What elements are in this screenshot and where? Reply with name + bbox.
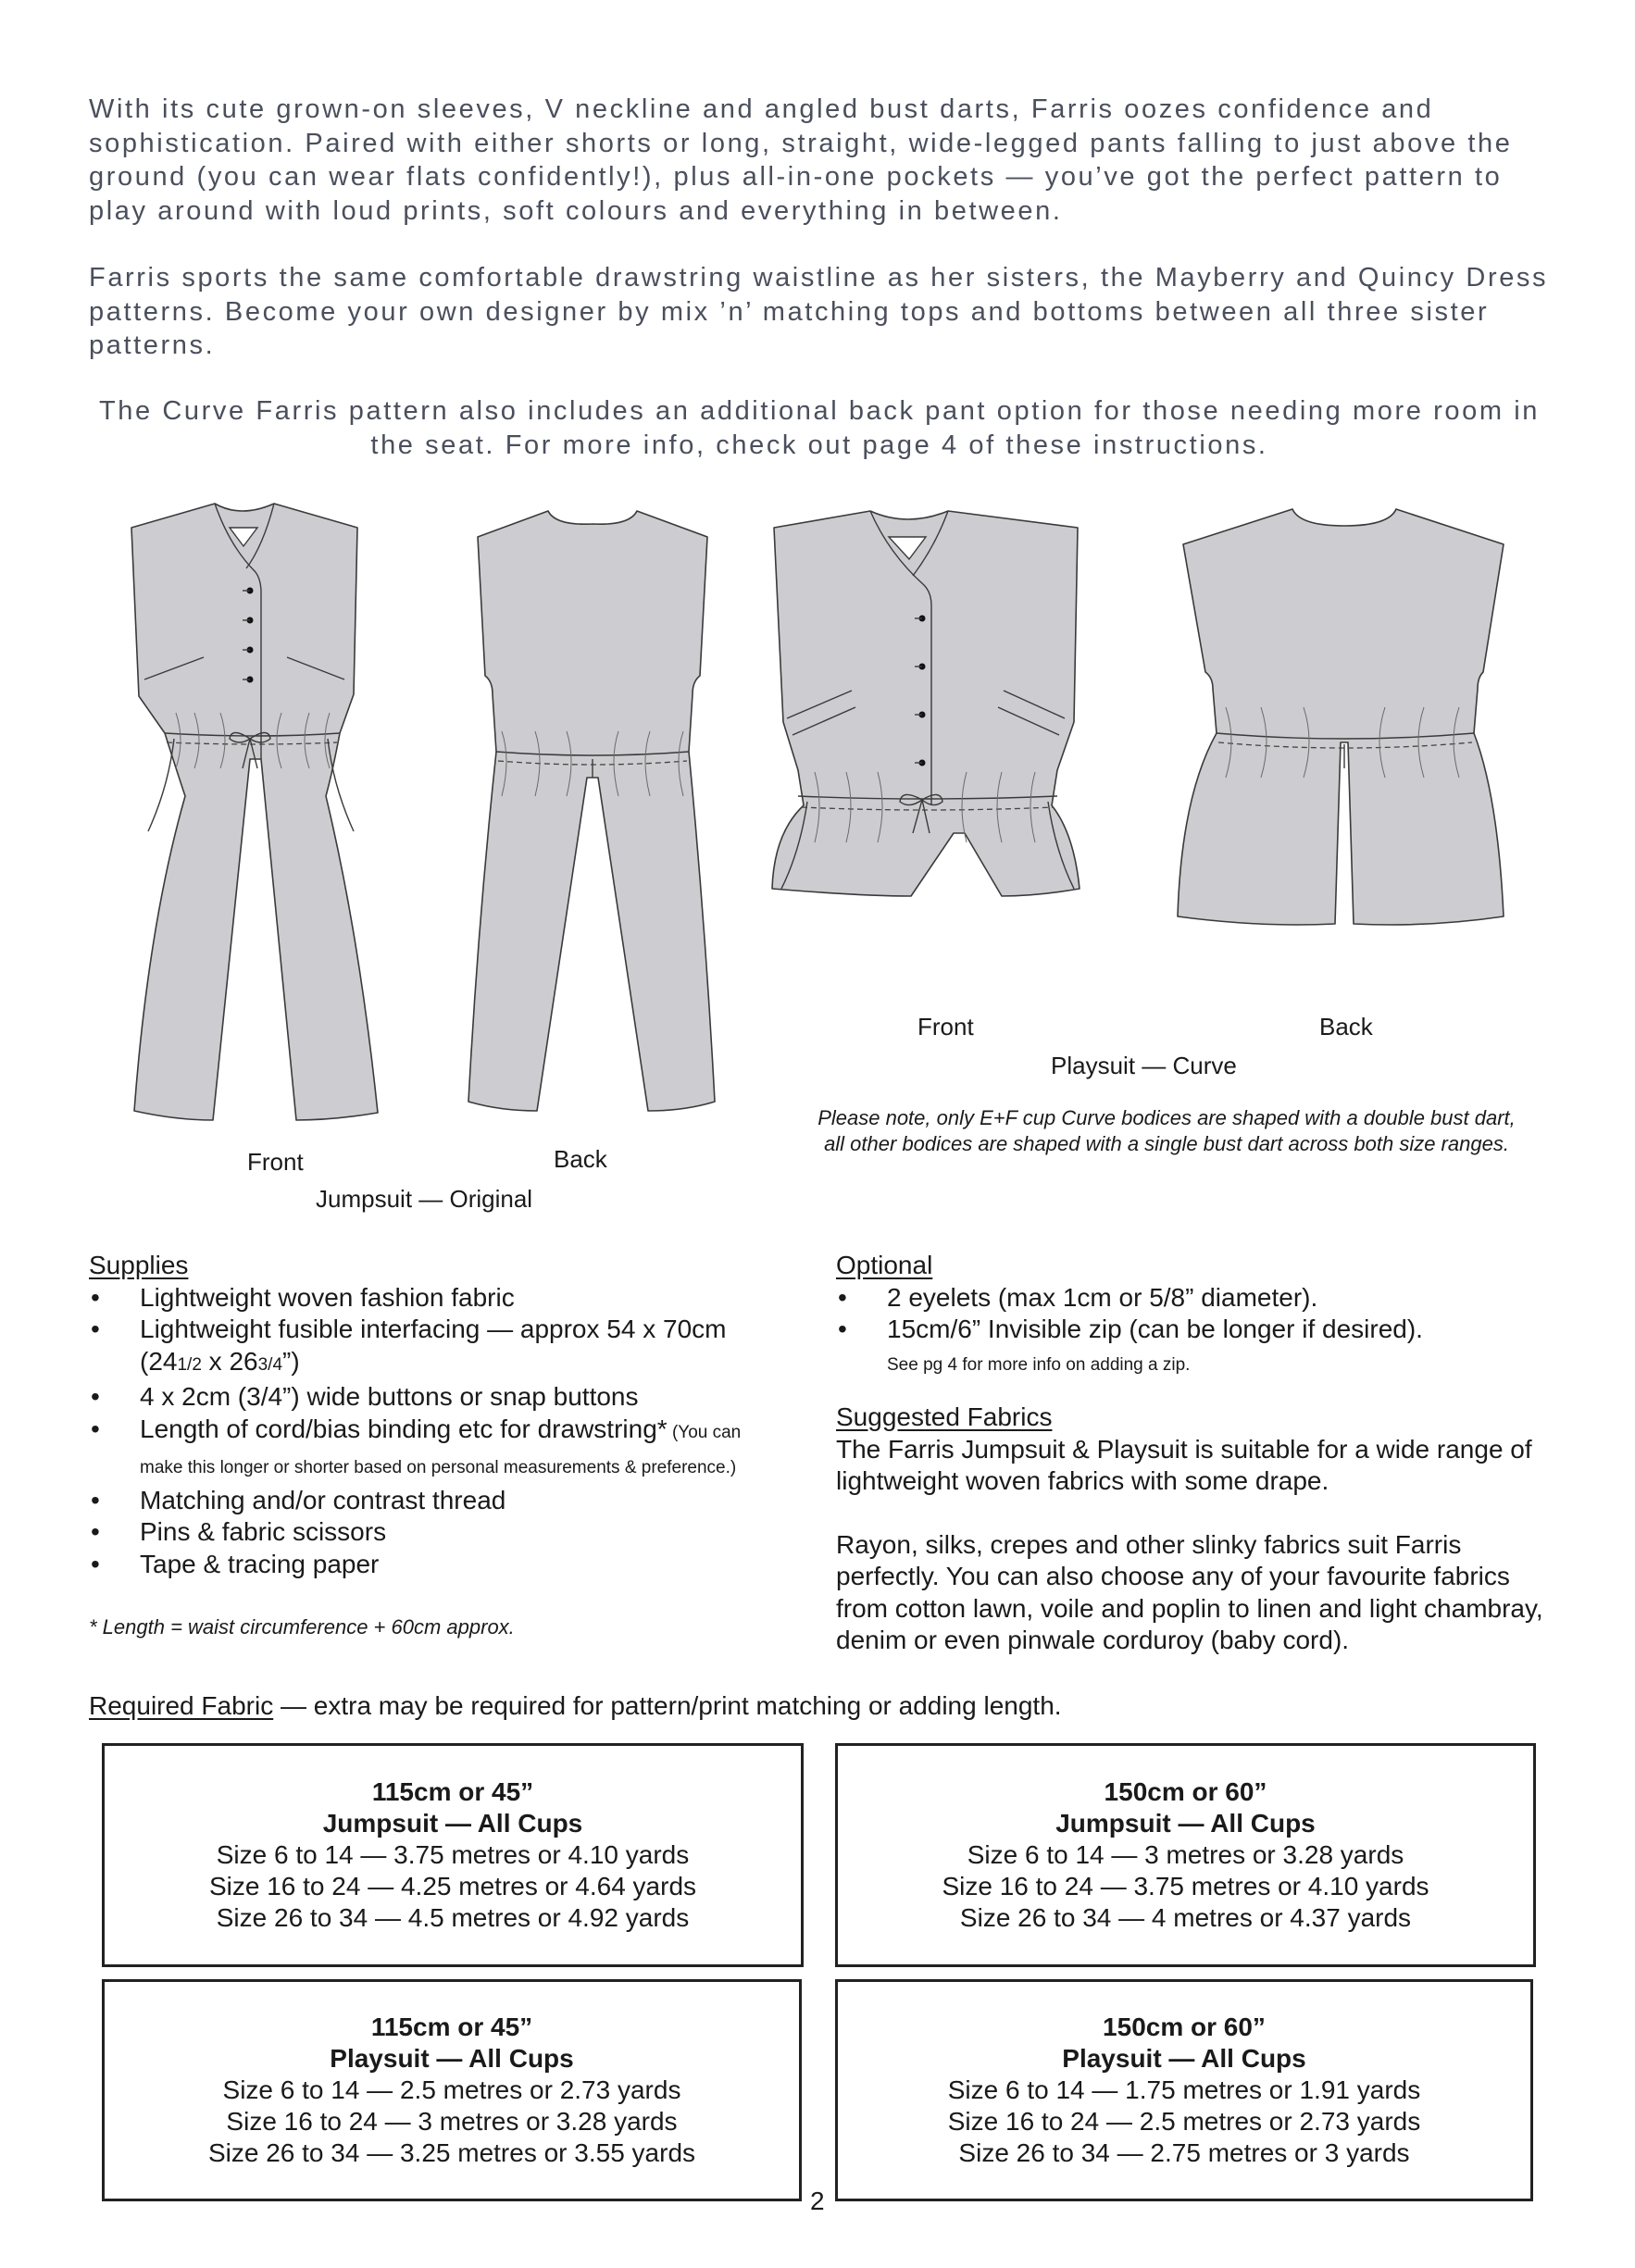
playsuit-caption: Playsuit — Curve (1051, 1052, 1237, 1079)
size-row: Size 16 to 24 — 3 metres or 3.28 yards (226, 2107, 678, 2136)
fabric-width: 150cm or 60” (1103, 2013, 1266, 2041)
intro-paragraph-2: Farris sports the same comfortable drawstring waistline as her sisters, the Mayberry and Quincy Dress patterns. Become your own designer by mix ’n’ matching tops and bottoms between all three sister patterns. (89, 263, 1549, 360)
suggested-fabrics-paragraph-1: The Farris Jumpsuit & Playsuit is suitable for a wide range of lightweight woven fabrics with some drape. (836, 1434, 1532, 1495)
jumpsuit-front-illustration (111, 491, 417, 1129)
list-item: • Lightweight fusible interfacing — approx 54 x 70cm (241/2 x 263/4”) (89, 1314, 811, 1381)
size-row: Size 16 to 24 — 3.75 metres or 4.10 yards (942, 1872, 1429, 1900)
size-row: Size 26 to 34 — 2.75 metres or 3 yards (958, 2138, 1410, 2167)
size-row: Size 6 to 14 — 1.75 metres or 1.91 yards (947, 2075, 1421, 2104)
fabric-box-jumpsuit-150 (835, 1743, 1536, 1967)
fabric-box-playsuit-150 (835, 1979, 1533, 2201)
suggested-fabrics-heading: Suggested Fabrics (836, 1402, 1053, 1431)
supplies-heading: Supplies (89, 1251, 189, 1279)
size-row: Size 26 to 34 — 3.25 metres or 3.55 yards (207, 2138, 696, 2167)
jumpsuit-back-label: Back (554, 1145, 607, 1173)
list-item: • 2 eyelets (max 1cm or 5/8” diameter). (836, 1282, 1558, 1315)
jumpsuit-back-illustration (463, 500, 722, 1120)
list-item: • 15cm/6” Invisible zip (can be longer if desired). See pg 4 for more info on adding a zip. (836, 1314, 1558, 1377)
fabric-width: 150cm or 60” (1104, 1777, 1267, 1806)
intro-paragraph-1: With its cute grown-on sleeves, V neckline and angled bust darts, Farris oozes confidence and sophistication. Paired with either shorts or long, straight, wide-legged pants falling to just above the ground (you can wear flats confidently!), plus all-in-one pockets — you’ve got the perfect pattern to play around with loud prints, soft colours and everything in between. (89, 94, 1513, 226)
playsuit-back-illustration (1168, 500, 1520, 935)
supplies-section (89, 1250, 811, 1644)
page-number: 2 (810, 2187, 825, 2215)
suggested-fabrics-section (836, 1402, 1549, 1657)
size-row: Size 6 to 14 — 3.75 metres or 4.10 yards (216, 1840, 690, 1869)
fabric-width: 115cm or 45” (370, 2013, 533, 2041)
list-item: • Lightweight woven fashion fabric (89, 1282, 811, 1315)
fabric-width: 115cm or 45” (371, 1777, 534, 1806)
garment-type: Jumpsuit — All Cups (322, 1809, 583, 1838)
optional-section (836, 1250, 1558, 1377)
list-item: • Matching and/or contrast thread (89, 1485, 811, 1517)
size-row: Size 6 to 14 — 3 metres or 3.28 yards (967, 1840, 1404, 1869)
supplies-footnote: * Length = waist circumference + 60cm approx. (89, 1615, 515, 1639)
fabric-box-playsuit-115 (102, 1979, 802, 2201)
size-row: Size 16 to 24 — 2.5 metres or 2.73 yards (947, 2107, 1421, 2136)
bust-dart-note-line-1: Please note, only E+F cup Curve bodices are shaped with a double bust dart, (818, 1106, 1516, 1129)
size-row: Size 26 to 34 — 4.5 metres or 4.92 yards (216, 1903, 690, 1932)
required-fabric-line (89, 1690, 1478, 1723)
bust-dart-note (768, 1105, 1565, 1157)
size-row: Size 16 to 24 — 4.25 metres or 4.64 yards (208, 1872, 697, 1900)
list-item: • Tape & tracing paper (89, 1549, 811, 1581)
suggested-fabrics-paragraph-2: Rayon, silks, crepes and other slinky fabrics suit Farris perfectly. You can also choose any of your favourite fabrics from cotton lawn, voile and poplin to linen and light chambray, denim or even pinwale corduroy (baby cord). (836, 1529, 1543, 1654)
size-row: Size 6 to 14 — 2.5 metres or 2.73 yards (222, 2075, 681, 2104)
size-row: Size 26 to 34 — 4 metres or 4.37 yards (959, 1903, 1412, 1932)
jumpsuit-front-label: Front (247, 1148, 304, 1176)
playsuit-front-illustration (759, 500, 1111, 898)
required-fabric-heading: Required Fabric (89, 1691, 274, 1720)
jumpsuit-caption: Jumpsuit — Original (316, 1185, 533, 1213)
playsuit-back-label: Back (1319, 1013, 1373, 1041)
garment-type: Jumpsuit — All Cups (1055, 1809, 1316, 1838)
garment-type: Playsuit — All Cups (1062, 2044, 1306, 2073)
garment-type: Playsuit — All Cups (330, 2044, 574, 2073)
playsuit-front-label: Front (917, 1013, 974, 1041)
fabric-box-jumpsuit-115 (102, 1743, 804, 1967)
supplies-list (89, 1282, 811, 1581)
list-item: • Length of cord/bias binding etc for drawstring* (You can make this longer or shorter based on personal measurements & preference.) (89, 1414, 811, 1485)
required-fabric-subtitle: — extra may be required for pattern/print matching or adding length. (273, 1691, 1062, 1720)
optional-heading: Optional (836, 1251, 933, 1279)
list-item: • 4 x 2cm (3/4”) wide buttons or snap buttons (89, 1381, 811, 1414)
optional-list (836, 1282, 1558, 1378)
list-item: • Pins & fabric scissors (89, 1516, 811, 1549)
intro-paragraph-3: The Curve Farris pattern also includes an additional back pant option for those needing more room in the seat. For more info, check out page 4 of these instructions. (98, 396, 1541, 460)
bust-dart-note-line-2: all other bodices are shaped with a single bust dart across both size ranges. (824, 1132, 1509, 1155)
